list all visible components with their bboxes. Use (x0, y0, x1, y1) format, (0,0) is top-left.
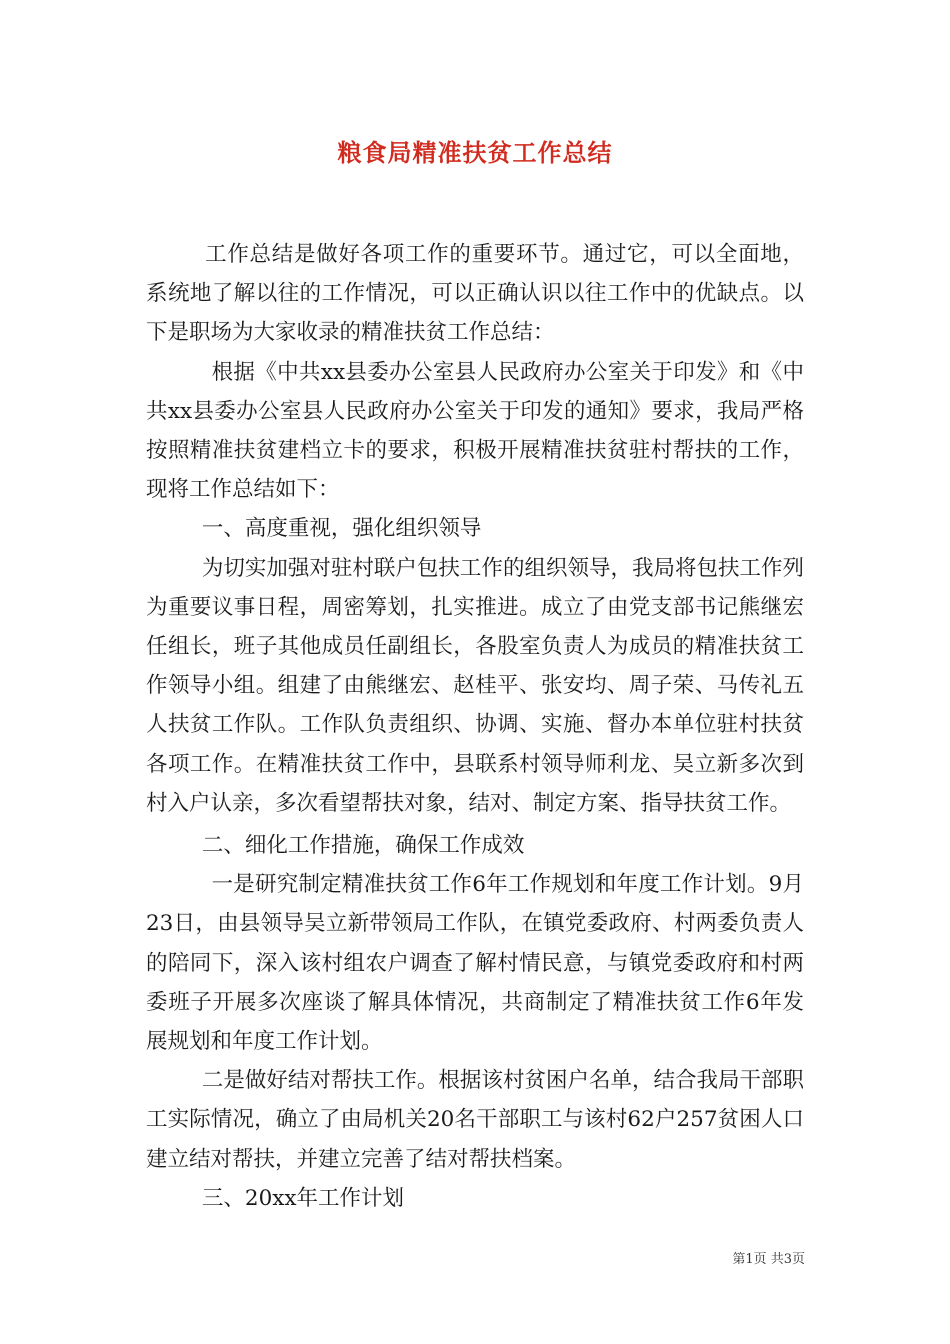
section-heading-1: 一、高度重视，强化组织领导 (201, 516, 482, 542)
document-title: 粮食局精准扶贫工作总结 (337, 138, 613, 167)
paragraph-pairing: 二是做好结对帮扶工作。根据该村贫困户名单，结合我局干部职工实际情况，确立了由局机关20名干部职工与该村62户257贫困人口建立结对帮扶，并建立完善了结对帮扶档案。 (146, 1068, 804, 1172)
page-number-footer: 第1页 共3页 (732, 1252, 805, 1267)
paragraph-plan: 一是研究制定精准扶贫工作6年工作规划和年度工作计划。9月23日，由县领导吴立新带领局工作队，在镇党委政府、村两委负责人的陪同下，深入该村组农户调查了解村情民意，与镇党委政府和村两委班子开展多次座谈了解具体情况，共商制定了精准扶贫工作6年发展规划和年度工作计划。 (146, 872, 804, 1055)
section-heading-2: 二、细化工作措施，确保工作成效 (201, 833, 525, 859)
document-body (146, 235, 804, 1218)
paragraph-organization: 为切实加强对驻村联户包扶工作的组织领导，我局将包扶工作列为重要议事日程，周密筹划，扎实推进。成立了由党支部书记熊继宏任组长，班子其他成员任副组长，各股室负责人为成员的精准扶贫工作领导小组。组建了由熊继宏、赵桂平、张安均、周子荣、马传礼五人扶贫工作队。工作队负责组织、协调、实施、督办本单位驻村扶贫各项工作。在精准扶贫工作中，县联系村领导师利龙、吴立新多次到村入户认亲，多次看望帮扶对象，结对、制定方案、指导扶贫工作。 (146, 555, 804, 816)
paragraph-intro: 工作总结是做好各项工作的重要环节。通过它，可以全面地，系统地了解以往的工作情况，可以正确认识以往工作中的优缺点。以下是职场为大家收录的精准扶贫工作总结： (146, 242, 804, 346)
paragraph-basis: 根据《中共xx县委办公室县人民政府办公室关于印发》和《中共xx县委办公室县人民政府办公室关于印发的通知》要求，我局严格按照精准扶贫建档立卡的要求，积极开展精准扶贫驻村帮扶的工作，现将工作总结如下： (146, 359, 804, 503)
section-heading-3: 三、20xx年工作计划 (201, 1185, 404, 1211)
